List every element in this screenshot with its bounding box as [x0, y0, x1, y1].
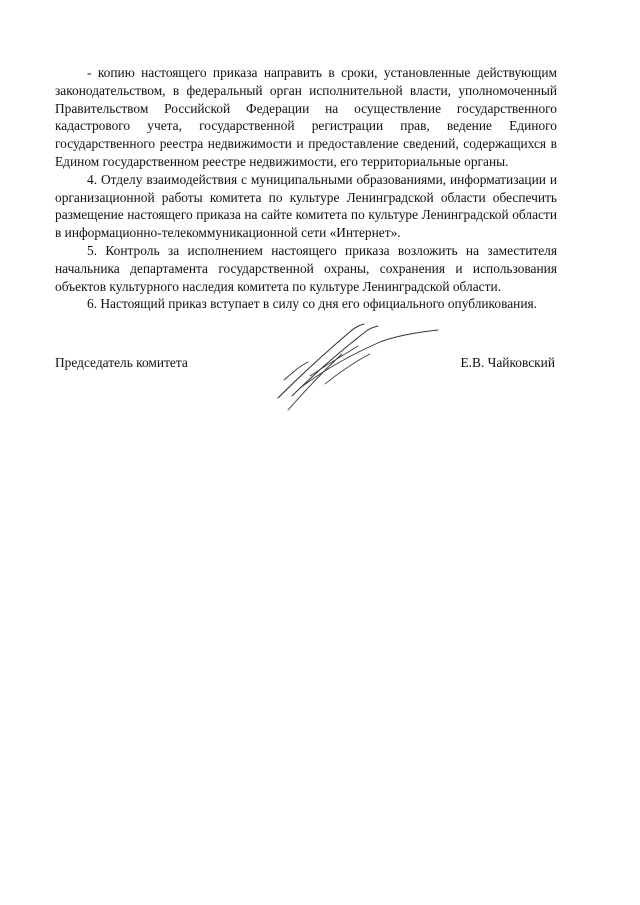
signer-title: Председатель комитета	[55, 355, 188, 370]
document-body	[55, 64, 557, 313]
signer-name: Е.В. Чайковский	[460, 355, 555, 370]
paragraph-item-5: 5. Контроль за исполнением настоящего приказа возложить на заместителя начальника департамента государственной охраны, сохранения и использования объектов культурного наследия комитета по культуре Ленинградской области.	[55, 242, 557, 294]
handwritten-signature	[270, 318, 445, 413]
paragraph-item-4: 4. Отделу взаимодействия с муниципальными образованиями, информатизации и организационной работы комитета по культуре Ленинградской области обеспечить размещение настоящего приказа на сайте комитета по культуре Ленинградской области в информационно-телекоммуникационной сети «Интернет».	[55, 171, 557, 241]
paragraph-cadastral-copy: - копию настоящего приказа направить в сроки, установленные действующим законодательством, в федеральный орган исполнительной власти, уполномоченный Правительством Российской Федерации на осуществление государственного кадастрового учета, государственной регистрации прав, ведение Единого государственного реестра недвижимости и предоставление сведений, содержащихся в Едином государственном реестре недвижимости, его территориальные органы.	[55, 65, 557, 169]
paragraph-item-6: 6. Настоящий приказ вступает в силу со дня его официального опубликования.	[87, 296, 537, 312]
